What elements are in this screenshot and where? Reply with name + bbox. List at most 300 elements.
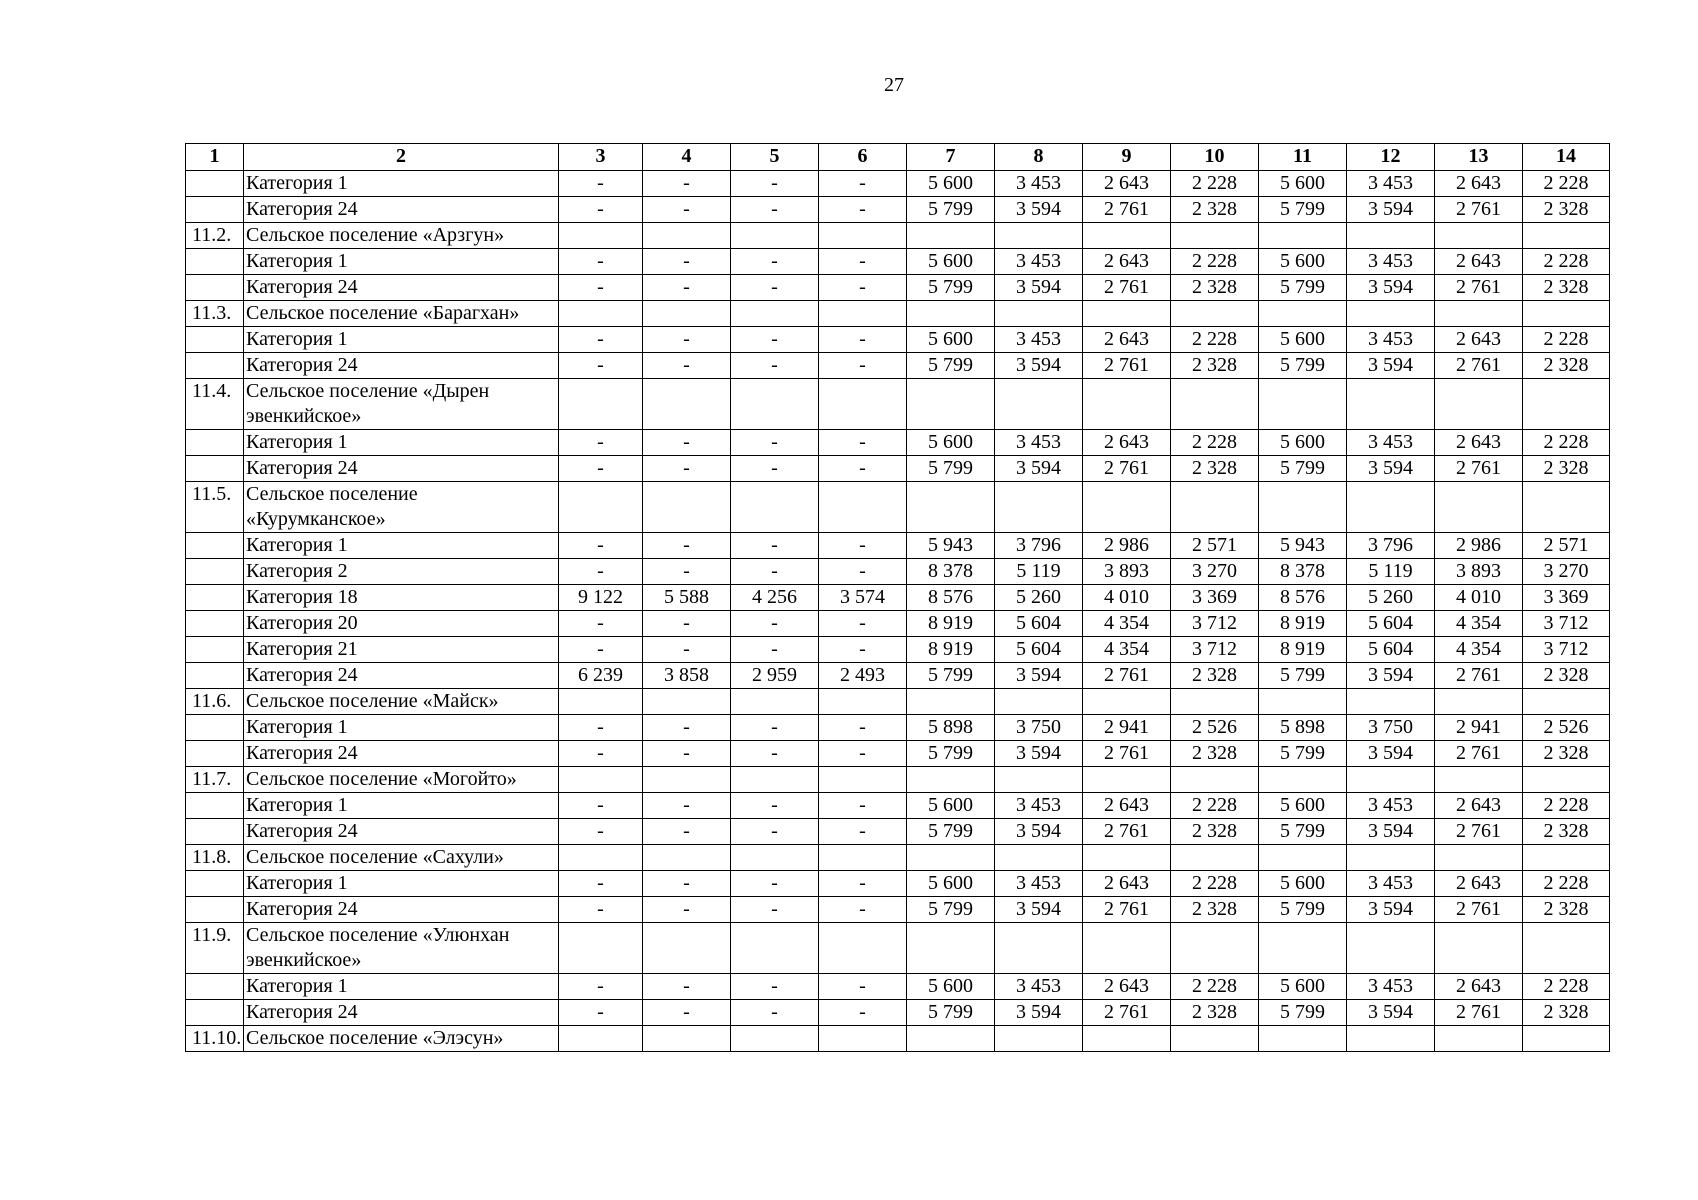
value-cell [995,689,1083,715]
value-cell: - [819,171,907,197]
value-cell [995,845,1083,871]
value-cell: 3 453 [1347,171,1435,197]
column-header: 12 [1347,144,1435,171]
value-cell [731,845,819,871]
value-cell: 2 761 [1083,1000,1171,1026]
value-cell: 2 228 [1171,327,1259,353]
value-cell: 5 604 [1347,637,1435,663]
value-cell: 3 750 [995,715,1083,741]
value-cell: - [559,197,643,223]
column-header: 13 [1435,144,1523,171]
value-cell: 2 761 [1435,456,1523,482]
value-cell: 2 328 [1523,456,1610,482]
value-cell: 5 600 [907,249,995,275]
value-cell: 5 600 [907,974,995,1000]
value-cell: 5 943 [1259,533,1347,559]
settlement-name-cell: Сельское поселение «Могойто» [244,767,559,793]
value-cell: - [559,793,643,819]
section-row [186,767,1610,793]
value-cell: 2 493 [819,663,907,689]
value-cell: 5 799 [907,819,995,845]
value-cell: 3 594 [1347,456,1435,482]
category-name-cell: Категория 24 [244,741,559,767]
value-cell [1083,301,1171,327]
value-cell: - [731,275,819,301]
value-cell: 3 594 [995,663,1083,689]
value-cell: 3 594 [1347,819,1435,845]
value-cell: - [731,819,819,845]
row-number-cell [186,637,244,663]
value-cell: 2 228 [1523,171,1610,197]
category-name-cell: Категория 1 [244,793,559,819]
value-cell: 3 594 [995,456,1083,482]
value-cell: 2 643 [1435,793,1523,819]
value-cell [1171,301,1259,327]
category-name-cell: Категория 1 [244,171,559,197]
value-cell: 2 761 [1435,663,1523,689]
row-number-cell [186,611,244,637]
row-number-cell [186,456,244,482]
settlement-name-cell: Сельское поселение «Дырен эвенкийское» [244,379,559,430]
section-row [186,482,1610,533]
value-cell: - [643,533,731,559]
value-cell [1171,223,1259,249]
value-cell: 5 600 [1259,974,1347,1000]
value-cell [907,845,995,871]
value-cell: 3 453 [995,171,1083,197]
row-number-cell [186,249,244,275]
value-cell: - [643,430,731,456]
value-cell: 3 594 [995,897,1083,923]
row-number-cell [186,897,244,923]
value-cell: - [643,275,731,301]
value-cell [995,923,1083,974]
value-cell: 5 799 [907,197,995,223]
table-row [186,819,1610,845]
value-cell: - [559,871,643,897]
value-cell [1347,223,1435,249]
value-cell: 2 228 [1523,430,1610,456]
value-cell [1259,301,1347,327]
value-cell: - [643,249,731,275]
category-name-cell: Категория 1 [244,327,559,353]
value-cell: 8 378 [1259,559,1347,585]
value-cell [559,301,643,327]
value-cell: 2 328 [1171,897,1259,923]
value-cell [559,923,643,974]
category-name-cell: Категория 24 [244,663,559,689]
value-cell: 3 594 [1347,275,1435,301]
value-cell: - [559,430,643,456]
row-number-cell: 11.7. [186,767,244,793]
value-cell: 5 604 [1347,611,1435,637]
value-cell [643,1026,731,1052]
row-number-cell [186,871,244,897]
table-row [186,1000,1610,1026]
value-cell [731,223,819,249]
value-cell: - [559,171,643,197]
value-cell: - [819,456,907,482]
column-header: 9 [1083,144,1171,171]
value-cell: 2 328 [1523,197,1610,223]
value-cell: - [643,611,731,637]
value-cell: 2 959 [731,663,819,689]
value-cell [819,223,907,249]
row-number-cell [186,559,244,585]
table-row [186,197,1610,223]
value-cell: 2 986 [1435,533,1523,559]
column-header: 4 [643,144,731,171]
value-cell [559,767,643,793]
value-cell: 3 796 [1347,533,1435,559]
value-cell: 5 799 [907,897,995,923]
value-cell: 2 941 [1083,715,1171,741]
value-cell: 2 643 [1083,793,1171,819]
value-cell: 8 919 [1259,637,1347,663]
row-number-cell [186,171,244,197]
value-cell [731,767,819,793]
value-cell: 2 643 [1435,249,1523,275]
category-name-cell: Категория 1 [244,871,559,897]
value-cell: - [731,611,819,637]
value-cell: - [643,559,731,585]
value-cell [731,482,819,533]
value-cell [1523,301,1610,327]
column-header: 8 [995,144,1083,171]
value-cell: 5 799 [1259,1000,1347,1026]
value-cell: 3 712 [1171,637,1259,663]
value-cell: 2 761 [1083,741,1171,767]
value-cell: 5 119 [1347,559,1435,585]
value-cell: - [819,275,907,301]
value-cell: 2 328 [1523,353,1610,379]
value-cell: 2 761 [1435,741,1523,767]
value-cell: 3 453 [995,793,1083,819]
category-name-cell: Категория 1 [244,430,559,456]
value-cell [819,923,907,974]
value-cell: 2 643 [1083,871,1171,897]
row-number-cell [186,533,244,559]
value-cell: 3 594 [995,275,1083,301]
value-cell: 5 799 [1259,897,1347,923]
value-cell [907,1026,995,1052]
value-cell [1435,301,1523,327]
value-cell [1523,1026,1610,1052]
value-cell [1347,689,1435,715]
value-cell: - [643,793,731,819]
value-cell: - [559,559,643,585]
value-cell [995,379,1083,430]
value-cell: 3 574 [819,585,907,611]
row-number-cell [186,741,244,767]
value-cell: 2 228 [1171,171,1259,197]
value-cell: - [731,430,819,456]
value-cell [643,845,731,871]
table-row [186,353,1610,379]
table-header-row [186,144,1610,171]
row-number-cell [186,663,244,689]
column-header: 11 [1259,144,1347,171]
value-cell: 3 453 [1347,871,1435,897]
category-name-cell: Категория 1 [244,533,559,559]
category-name-cell: Категория 1 [244,974,559,1000]
value-cell [1083,767,1171,793]
value-cell [1259,767,1347,793]
value-cell [995,767,1083,793]
category-name-cell: Категория 18 [244,585,559,611]
table-row [186,871,1610,897]
row-number-cell [186,793,244,819]
value-cell: 5 600 [907,430,995,456]
value-cell [559,1026,643,1052]
value-cell: 2 228 [1171,430,1259,456]
value-cell: 4 256 [731,585,819,611]
value-cell [1171,923,1259,974]
value-cell [1523,923,1610,974]
value-cell: 2 228 [1171,793,1259,819]
value-cell: 3 453 [995,327,1083,353]
value-cell: - [819,353,907,379]
value-cell [1435,379,1523,430]
table-row [186,974,1610,1000]
value-cell [731,1026,819,1052]
value-cell: - [643,741,731,767]
value-cell: 3 712 [1523,611,1610,637]
value-cell: 9 122 [559,585,643,611]
value-cell [1259,482,1347,533]
section-row [186,223,1610,249]
value-cell: 5 260 [995,585,1083,611]
column-header: 6 [819,144,907,171]
table-row [186,327,1610,353]
value-cell: 2 941 [1435,715,1523,741]
value-cell: - [819,871,907,897]
value-cell: - [559,275,643,301]
value-cell: - [819,819,907,845]
value-cell: 8 576 [1259,585,1347,611]
value-cell: 2 761 [1083,275,1171,301]
value-cell: 3 893 [1083,559,1171,585]
value-cell [559,223,643,249]
table-row [186,637,1610,663]
value-cell: 2 643 [1435,171,1523,197]
value-cell: 2 328 [1171,741,1259,767]
category-name-cell: Категория 24 [244,1000,559,1026]
value-cell [1259,923,1347,974]
value-cell: 8 378 [907,559,995,585]
value-cell: 5 604 [995,637,1083,663]
value-cell: 5 600 [907,327,995,353]
row-number-cell [186,430,244,456]
value-cell: 3 712 [1523,637,1610,663]
table-row [186,585,1610,611]
value-cell [1347,301,1435,327]
value-cell [1171,767,1259,793]
row-number-cell [186,275,244,301]
value-cell: 5 799 [1259,456,1347,482]
value-cell: 4 354 [1435,611,1523,637]
settlement-name-cell: Сельское поселение «Майск» [244,689,559,715]
value-cell [995,301,1083,327]
value-cell [1083,223,1171,249]
value-cell: 3 453 [995,974,1083,1000]
tariff-table [185,143,1610,1052]
value-cell: 2 761 [1435,275,1523,301]
row-number-cell [186,327,244,353]
column-header: 7 [907,144,995,171]
row-number-cell: 11.2. [186,223,244,249]
value-cell [1083,379,1171,430]
value-cell: 8 919 [907,637,995,663]
value-cell [1347,482,1435,533]
category-name-cell: Категория 24 [244,897,559,923]
value-cell: 5 600 [907,793,995,819]
value-cell: 5 799 [907,275,995,301]
value-cell: 5 898 [907,715,995,741]
row-number-cell: 11.10. [186,1026,244,1052]
value-cell: 2 526 [1171,715,1259,741]
value-cell: - [731,197,819,223]
value-cell: 3 453 [1347,430,1435,456]
value-cell [819,845,907,871]
value-cell: 5 600 [1259,171,1347,197]
row-number-cell [186,1000,244,1026]
value-cell: - [731,533,819,559]
value-cell: - [731,353,819,379]
value-cell: - [819,249,907,275]
value-cell: 5 600 [1259,430,1347,456]
section-row [186,923,1610,974]
value-cell: - [819,793,907,819]
value-cell: 3 270 [1171,559,1259,585]
value-cell [1171,482,1259,533]
value-cell: 5 600 [1259,871,1347,897]
value-cell: 2 761 [1083,819,1171,845]
value-cell [1435,1026,1523,1052]
value-cell: 3 594 [1347,741,1435,767]
category-name-cell: Категория 20 [244,611,559,637]
value-cell: - [731,715,819,741]
table-row [186,533,1610,559]
table-row [186,715,1610,741]
row-number-cell [186,197,244,223]
table-row [186,171,1610,197]
table-row [186,430,1610,456]
value-cell: 2 643 [1435,871,1523,897]
value-cell: 2 328 [1171,663,1259,689]
value-cell [819,1026,907,1052]
value-cell: - [559,533,643,559]
value-cell [1083,1026,1171,1052]
category-name-cell: Категория 24 [244,819,559,845]
value-cell: 3 594 [995,1000,1083,1026]
value-cell: 2 328 [1523,1000,1610,1026]
value-cell [731,301,819,327]
value-cell: 5 898 [1259,715,1347,741]
table-row [186,663,1610,689]
column-header: 1 [186,144,244,171]
value-cell: 8 576 [907,585,995,611]
value-cell [995,482,1083,533]
value-cell [819,301,907,327]
settlement-name-cell: Сельское поселение «Барагхан» [244,301,559,327]
value-cell [819,767,907,793]
value-cell [1083,923,1171,974]
value-cell: - [559,353,643,379]
value-cell: 5 799 [1259,663,1347,689]
value-cell: - [643,715,731,741]
settlement-name-cell: Сельское поселение «Арзгун» [244,223,559,249]
value-cell: - [559,327,643,353]
value-cell: 3 858 [643,663,731,689]
value-cell [907,301,995,327]
row-number-cell [186,819,244,845]
value-cell: 3 750 [1347,715,1435,741]
value-cell: 2 228 [1523,793,1610,819]
value-cell [819,379,907,430]
value-cell: 2 643 [1435,430,1523,456]
value-cell: - [819,741,907,767]
category-name-cell: Категория 24 [244,353,559,379]
value-cell: - [731,793,819,819]
value-cell: 3 594 [1347,353,1435,379]
value-cell: 3 594 [995,353,1083,379]
value-cell [643,301,731,327]
value-cell: 5 119 [995,559,1083,585]
value-cell: 2 643 [1435,327,1523,353]
value-cell: 2 228 [1171,974,1259,1000]
value-cell [1435,223,1523,249]
value-cell: 2 571 [1523,533,1610,559]
value-cell: 3 369 [1171,585,1259,611]
value-cell [1259,1026,1347,1052]
value-cell [1523,223,1610,249]
value-cell: - [731,637,819,663]
value-cell: 2 643 [1083,327,1171,353]
value-cell [643,923,731,974]
value-cell: 3 270 [1523,559,1610,585]
value-cell: 5 600 [907,171,995,197]
value-cell [1259,689,1347,715]
value-cell: 2 761 [1435,1000,1523,1026]
value-cell: 2 761 [1083,197,1171,223]
value-cell: 2 761 [1435,897,1523,923]
row-number-cell: 11.5. [186,482,244,533]
value-cell: 3 453 [1347,793,1435,819]
value-cell: - [819,897,907,923]
value-cell: 5 799 [907,741,995,767]
value-cell: - [643,819,731,845]
settlement-name-cell: Сельское поселение «Сахули» [244,845,559,871]
value-cell: 3 453 [1347,974,1435,1000]
value-cell: 2 228 [1523,249,1610,275]
value-cell [1171,1026,1259,1052]
value-cell: - [559,249,643,275]
value-cell [1171,845,1259,871]
value-cell: 3 594 [1347,1000,1435,1026]
value-cell [907,379,995,430]
row-number-cell: 11.3. [186,301,244,327]
section-row [186,689,1610,715]
value-cell [643,482,731,533]
table-row [186,275,1610,301]
column-header: 10 [1171,144,1259,171]
value-cell: - [643,871,731,897]
value-cell: - [643,171,731,197]
table-row [186,793,1610,819]
value-cell: 8 919 [907,611,995,637]
value-cell: - [559,611,643,637]
